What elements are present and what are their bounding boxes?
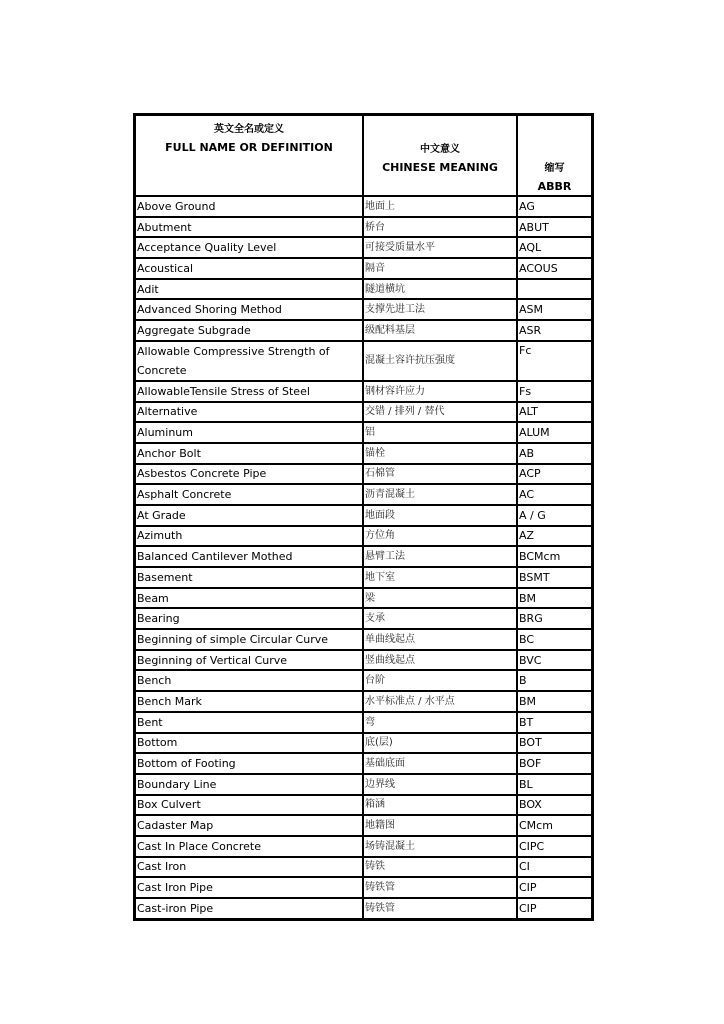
full-name-cell: Aggregate Subgrade [135,320,363,341]
table-row [135,815,592,836]
full-name-cell: Cast-iron Pipe [135,898,363,919]
chinese-meaning-cell: 边界线 [363,774,517,795]
full-name-cell: Bench Mark [135,691,363,712]
full-name-cell: Alternative [135,402,363,423]
full-name-cell: Beginning of simple Circular Curve [135,629,363,650]
chinese-meaning-cell: 地面上 [363,196,517,217]
table-row [135,381,592,402]
abbreviation-table [133,113,594,921]
full-name-cell: AllowableTensile Stress of Steel [135,381,363,402]
chinese-meaning-cell: 地面段 [363,505,517,526]
full-name-cell: Bottom [135,733,363,754]
full-name-cell: Acceptance Quality Level [135,237,363,258]
header-chinese-meaning-cn: 中文意义 [420,144,460,155]
full-name-cell: Abutment [135,217,363,238]
table-row [135,217,592,238]
abbr-cell: BOT [517,733,592,754]
header-full-name-cell [135,115,363,196]
chinese-meaning-cell: 铸铁管 [363,898,517,919]
chinese-meaning-cell: 支撑先进工法 [363,299,517,320]
chinese-meaning-cell: 石棉管 [363,464,517,485]
table-row [135,402,592,423]
header-abbr-en: ABBR [537,180,572,193]
table-row [135,795,592,816]
chinese-meaning-cell: 方位角 [363,526,517,547]
table-row [135,505,592,526]
abbr-cell: BM [517,588,592,609]
full-name-cell: Box Culvert [135,795,363,816]
chinese-meaning-cell: 支承 [363,608,517,629]
full-name-cell: Beam [135,588,363,609]
table-row [135,857,592,878]
full-name-cell: Acoustical [135,258,363,279]
header-full-name-en: FULL NAME OR DEFINITION [165,141,333,154]
full-name-cell: Above Ground [135,196,363,217]
abbr-cell: Fc [517,341,592,381]
chinese-meaning-cell: 底(层) [363,733,517,754]
table-row [135,650,592,671]
chinese-meaning-cell: 可接受质量水平 [363,237,517,258]
chinese-meaning-cell: 铸铁管 [363,877,517,898]
abbr-cell: ABUT [517,217,592,238]
full-name-cell: Allowable Compressive Strength of Concrete [135,341,363,381]
chinese-meaning-cell: 钢材容许应力 [363,381,517,402]
table-row [135,526,592,547]
chinese-meaning-cell: 弯 [363,712,517,733]
abbr-cell: BVC [517,650,592,671]
abbr-cell: BRG [517,608,592,629]
abbr-cell: BC [517,629,592,650]
header-chinese-meaning-cell [363,115,517,196]
abbr-cell: BCMcm [517,546,592,567]
full-name-cell: Bearing [135,608,363,629]
abbr-cell: BL [517,774,592,795]
chinese-meaning-cell: 场铸混凝土 [363,836,517,857]
table-row [135,484,592,505]
chinese-meaning-cell: 混凝土容许抗压强度 [363,341,517,381]
chinese-meaning-cell: 交错 / 排列 / 替代 [363,402,517,423]
table-row [135,258,592,279]
table-row [135,712,592,733]
full-name-cell: Cadaster Map [135,815,363,836]
chinese-meaning-cell: 铸铁 [363,857,517,878]
table-row [135,588,592,609]
table-row [135,670,592,691]
abbr-cell: ACP [517,464,592,485]
abbreviation-table-body [135,115,592,919]
table-row [135,774,592,795]
abbr-cell: B [517,670,592,691]
full-name-cell: Bent [135,712,363,733]
table-header-row [135,115,592,196]
abbr-cell: CIP [517,898,592,919]
table-row [135,836,592,857]
chinese-meaning-cell: 台阶 [363,670,517,691]
table-row [135,464,592,485]
chinese-meaning-cell: 地籍图 [363,815,517,836]
header-chinese-meaning-en: CHINESE MEANING [382,161,498,174]
chinese-meaning-cell: 基础底面 [363,753,517,774]
chinese-meaning-cell: 水平标准点 / 水平点 [363,691,517,712]
full-name-cell: Beginning of Vertical Curve [135,650,363,671]
chinese-meaning-cell: 单曲线起点 [363,629,517,650]
full-name-cell: Basement [135,567,363,588]
abbr-cell: BT [517,712,592,733]
abbr-cell: BSMT [517,567,592,588]
abbr-cell [517,279,592,300]
abbr-cell: AZ [517,526,592,547]
abbr-cell: ACOUS [517,258,592,279]
full-name-cell: Cast In Place Concrete [135,836,363,857]
chinese-meaning-cell: 地下室 [363,567,517,588]
abbr-cell: Fs [517,381,592,402]
chinese-meaning-cell: 锚栓 [363,443,517,464]
full-name-cell: Cast Iron [135,857,363,878]
chinese-meaning-cell: 沥青混凝土 [363,484,517,505]
full-name-cell: Asbestos Concrete Pipe [135,464,363,485]
table-row [135,279,592,300]
table-row [135,237,592,258]
abbr-cell: AQL [517,237,592,258]
full-name-cell: Aluminum [135,422,363,443]
table-row [135,567,592,588]
chinese-meaning-cell: 隧道横坑 [363,279,517,300]
full-name-cell: Balanced Cantilever Mothed [135,546,363,567]
abbr-cell: BOF [517,753,592,774]
abbr-cell: CIPC [517,836,592,857]
table-row [135,422,592,443]
abbr-cell: ALT [517,402,592,423]
full-name-cell: Adit [135,279,363,300]
full-name-cell: Cast Iron Pipe [135,877,363,898]
table-row [135,733,592,754]
table-row [135,753,592,774]
abbr-cell: BOX [517,795,592,816]
table-row [135,546,592,567]
chinese-meaning-cell: 桥台 [363,217,517,238]
chinese-meaning-cell: 竖曲线起点 [363,650,517,671]
table-row [135,691,592,712]
header-abbr-cn: 缩写 [544,163,565,174]
table-row [135,877,592,898]
table-row [135,898,592,919]
chinese-meaning-cell: 铝 [363,422,517,443]
chinese-meaning-cell: 隔音 [363,258,517,279]
abbr-cell: ASR [517,320,592,341]
abbr-cell: AG [517,196,592,217]
chinese-meaning-cell: 箱涵 [363,795,517,816]
table-row [135,443,592,464]
abbr-cell: CMcm [517,815,592,836]
full-name-cell: Bench [135,670,363,691]
abbr-cell: AC [517,484,592,505]
table-row [135,320,592,341]
chinese-meaning-cell: 级配料基层 [363,320,517,341]
abbr-cell: AB [517,443,592,464]
full-name-cell: At Grade [135,505,363,526]
table-row [135,196,592,217]
table-row [135,299,592,320]
full-name-cell: Azimuth [135,526,363,547]
full-name-cell: Advanced Shoring Method [135,299,363,320]
abbr-cell: CIP [517,877,592,898]
header-abbr-cell [517,115,592,196]
chinese-meaning-cell: 悬臂工法 [363,546,517,567]
abbr-cell: BM [517,691,592,712]
abbr-cell: ASM [517,299,592,320]
full-name-cell: Bottom of Footing [135,753,363,774]
abbr-cell: A / G [517,505,592,526]
header-full-name-cn: 英文全名或定义 [214,124,284,135]
chinese-meaning-cell: 梁 [363,588,517,609]
full-name-cell: Anchor Bolt [135,443,363,464]
abbr-cell: ALUM [517,422,592,443]
full-name-cell: Boundary Line [135,774,363,795]
table-row [135,629,592,650]
full-name-cell: Asphalt Concrete [135,484,363,505]
abbr-cell: CI [517,857,592,878]
table-row [135,341,592,381]
table-row [135,608,592,629]
